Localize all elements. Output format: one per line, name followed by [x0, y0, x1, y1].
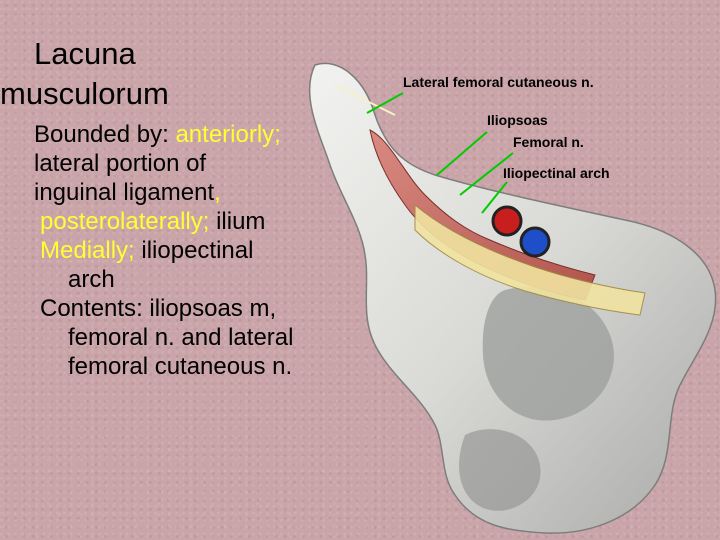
medially-detail: arch: [68, 266, 115, 293]
contents-value-3: femoral cutaneous n.: [68, 353, 293, 380]
femoral-vein: [521, 228, 549, 256]
anteriorly-term: anteriorly;: [175, 121, 281, 148]
label-femoral: Femoral n.: [513, 134, 584, 150]
title-line-1: Lacuna: [34, 36, 136, 71]
posterolaterally-value: ilium: [209, 208, 266, 235]
anteriorly-detail-2: inguinal ligament: [34, 179, 215, 206]
pointer-iliopsoas: [437, 132, 487, 175]
slide-title: [0, 34, 240, 114]
label-iliopectinal-arch: Iliopectinal arch: [503, 165, 610, 181]
femoral-artery: [493, 207, 521, 235]
comma-highlight: ,: [214, 179, 221, 206]
label-iliopsoas: Iliopsoas: [487, 112, 548, 128]
medially-value: iliopectinal: [134, 237, 254, 264]
anteriorly-detail-1: lateral portion of: [34, 150, 207, 177]
contents-value-1: : iliopsoas m,: [136, 295, 277, 322]
contents-value-2: femoral n. and lateral: [68, 324, 294, 351]
title-line-2: musculorum: [0, 76, 169, 111]
bounded-prefix: Bounded by:: [34, 121, 176, 148]
medially-term: Medially;: [40, 237, 135, 264]
contents-label: Contents: [40, 295, 137, 322]
posterolaterally-term: posterolaterally;: [40, 208, 210, 235]
label-lateral-femoral-cutaneous: Lateral femoral cutaneous n.: [403, 74, 594, 90]
